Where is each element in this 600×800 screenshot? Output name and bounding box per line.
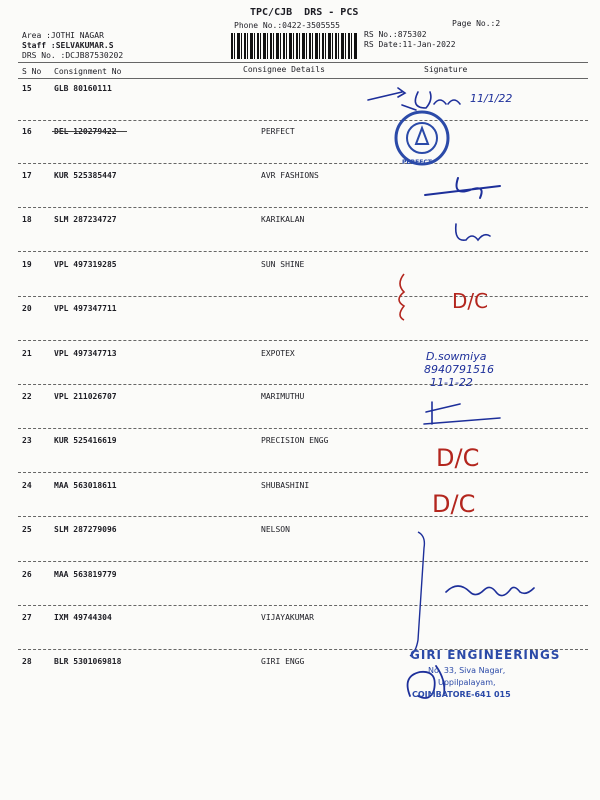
stamp-address-3: COIMBATORE-641 015 [412, 690, 511, 699]
receiver-phone-row21: 8940791516 [424, 363, 494, 376]
row-consignment: IXM 49744304 [54, 613, 112, 622]
rs-date: RS Date:11-Jan-2022 [364, 40, 456, 49]
date-row15: 11/1/22 [470, 92, 513, 105]
column-signature: Signature [424, 65, 468, 74]
document-title: TPC/CJB DRS - PCS [250, 7, 359, 18]
stamp-perfect-text: PERFECT [402, 159, 432, 166]
row-consignee: AVR FASHIONS [261, 171, 319, 180]
phone-number: Phone No.:0422-3505555 [234, 21, 340, 30]
row-sno: 24 [22, 481, 32, 490]
signature-row26 [446, 586, 534, 596]
row-consignee: SUN SHINE [261, 260, 305, 269]
row-sno: 21 [22, 349, 32, 358]
row-consignee: KARIKALAN [261, 215, 305, 224]
giri-stamp [398, 650, 588, 712]
row-sno: 16 [22, 127, 32, 136]
row-consignment: SLM 287279096 [54, 525, 117, 534]
row-sno: 27 [22, 613, 32, 622]
row-consignment: KUR 525385447 [54, 171, 117, 180]
stamp-address-2: Uppilpalayam, [438, 678, 496, 687]
row-consignment: MAA 563819779 [54, 570, 117, 579]
row-sno: 17 [22, 171, 32, 180]
signature-row17 [425, 178, 500, 198]
dc-row23: D/C [436, 444, 480, 472]
receiver-name-row21: D.sowmiya [426, 350, 487, 363]
row-consignment: VPL 497347711 [54, 304, 117, 313]
brace-mark [399, 274, 404, 320]
page-number: Page No.:2 [452, 19, 501, 28]
row-consignee: SHUBASHINI [261, 481, 310, 490]
row-sno: 20 [22, 304, 32, 313]
row-sno: 28 [22, 657, 32, 666]
perfect-stamp [396, 112, 448, 166]
row-sno: 25 [22, 525, 32, 534]
row-consignment: VPL 497347713 [54, 349, 117, 358]
rs-number: RS No.:875302 [364, 30, 427, 39]
column-consignment: Consignment No [54, 67, 122, 76]
row-consignment: GLB 80160111 [54, 84, 112, 93]
row-consignment: VPL 497319285 [54, 260, 117, 269]
row-consignment: KUR 525416619 [54, 436, 117, 445]
row-consignee: EXPOTEX [261, 349, 295, 358]
row-sno: 18 [22, 215, 32, 224]
row-consignment: VPL 211026707 [54, 392, 117, 401]
drs-number: DRS No. :DCJB87530202 [22, 51, 124, 60]
row-consignment: BLR 5301069818 [54, 657, 122, 666]
row-consignee: PERFECT [261, 127, 295, 136]
row-consignee: MARIMUTHU [261, 392, 305, 401]
row-consignee: PRECISION ENGG [261, 436, 329, 445]
row-sno: 22 [22, 392, 32, 401]
receiver-date-row21: 11-1-22 [430, 376, 473, 389]
row-sno: 26 [22, 570, 32, 579]
signature-row22 [424, 402, 500, 424]
row-sno: 23 [22, 436, 32, 445]
row-consignment: SLM 287234727 [54, 215, 117, 224]
stamp-address-1: No. 33, Siva Nagar, [428, 666, 506, 675]
column-consignee: Consignee Details [243, 65, 325, 74]
signature-row18 [456, 224, 490, 240]
row-consignee: GIRI ENGG [261, 657, 305, 666]
area: Area :JOTHI NAGAR [22, 31, 104, 40]
row-sno: 15 [22, 84, 32, 93]
dc-row24: D/C [432, 490, 476, 518]
signature-row15 [368, 88, 460, 110]
column-sno: S No [22, 67, 42, 76]
stamp-company-name: GIRI ENGINEERINGS [410, 648, 561, 662]
row-consignment: DEL 120279422 [54, 127, 117, 136]
bracket-mark [410, 532, 424, 656]
row-consignee: NELSON [261, 525, 290, 534]
dc-row19-20: D/C [452, 289, 489, 313]
row-consignment: MAA 563018611 [54, 481, 117, 490]
row-sno: 19 [22, 260, 32, 269]
staff: Staff :SELVAKUMAR.S [22, 41, 114, 50]
row-consignee: VIJAYAKUMAR [261, 613, 314, 622]
